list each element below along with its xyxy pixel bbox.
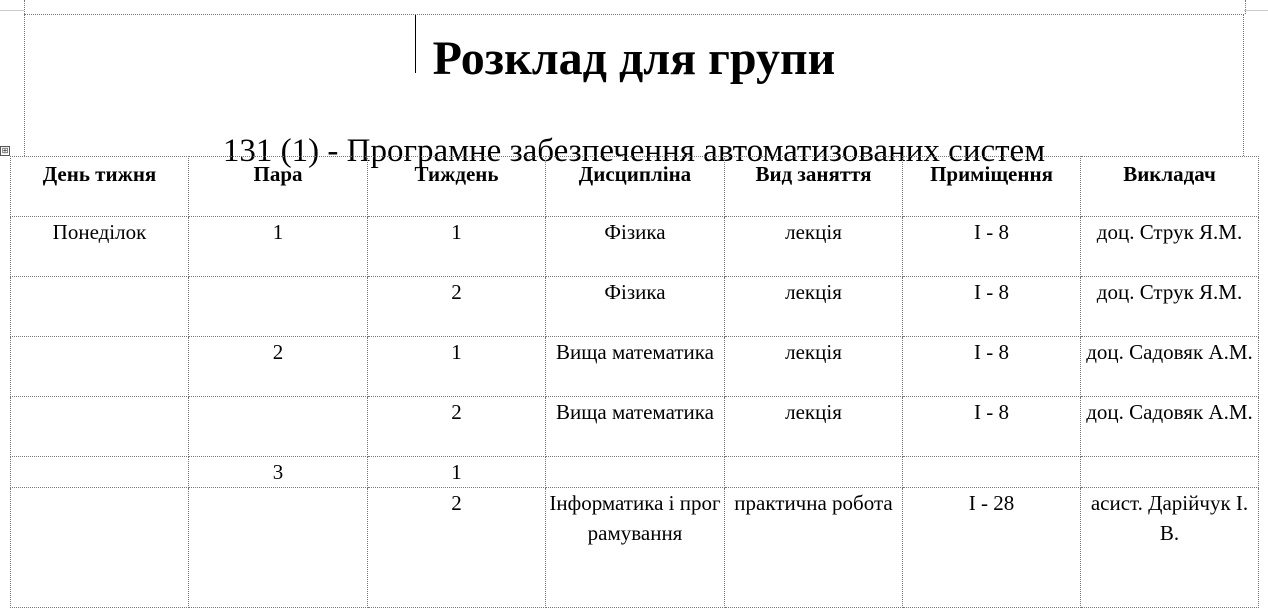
ruler-line-left [0,10,24,11]
table-move-handle-icon[interactable]: ⊞ [1,146,9,155]
cell-room[interactable]: I - 28 [903,488,1081,608]
cell-day[interactable] [11,277,189,337]
cell-teacher[interactable]: доц. Садовяк А.М. [1081,337,1259,397]
cell-week[interactable]: 2 [368,397,546,457]
table-header-row [11,157,1259,217]
table-row [11,217,1259,277]
cell-class-type[interactable]: лекція [725,337,903,397]
cell-room[interactable]: I - 8 [903,217,1081,277]
cell-teacher[interactable] [1081,457,1259,488]
cell-teacher[interactable]: асист. Дарійчук І.В. [1081,488,1259,608]
header-discipline[interactable]: Дисципліна [546,157,725,217]
title-cell [24,14,1244,169]
cell-class-type[interactable] [725,457,903,488]
cell-class-type[interactable]: лекція [725,217,903,277]
cell-class-type[interactable]: лекція [725,277,903,337]
table-row [11,457,1259,488]
cell-day[interactable] [11,397,189,457]
text-cursor [415,15,416,73]
table-row [11,488,1259,608]
cell-discipline[interactable]: Фізика [546,217,725,277]
table-row [11,337,1259,397]
cell-discipline[interactable]: Фізика [546,277,725,337]
cell-week[interactable]: 1 [368,217,546,277]
cell-teacher[interactable]: доц. Садовяк А.М. [1081,397,1259,457]
cell-room[interactable]: I - 8 [903,397,1081,457]
cell-teacher[interactable]: доц. Струк Я.М. [1081,217,1259,277]
page-title[interactable]: Розклад для групи [432,32,836,85]
cell-room[interactable] [903,457,1081,488]
cell-week[interactable]: 2 [368,277,546,337]
cell-week[interactable]: 1 [368,337,546,397]
cell-week[interactable]: 2 [368,488,546,608]
cell-pair[interactable] [189,397,368,457]
header-pair[interactable]: Пара [189,157,368,217]
cell-week[interactable]: 1 [368,457,546,488]
cell-discipline[interactable]: Вища математика [546,397,725,457]
cell-day[interactable] [11,457,189,488]
ruler-line-right [1244,10,1268,11]
header-class-type[interactable]: Вид заняття [725,157,903,217]
cell-discipline[interactable]: Вища математика [546,337,725,397]
cell-class-type[interactable]: лекція [725,397,903,457]
cell-class-type[interactable]: практична робота [725,488,903,608]
cell-pair[interactable]: 3 [189,457,368,488]
cell-pair[interactable] [189,277,368,337]
page-margin-guide [24,0,1246,14]
cell-room[interactable]: I - 8 [903,277,1081,337]
schedule-table [10,156,1259,608]
cell-pair[interactable]: 1 [189,217,368,277]
header-day[interactable]: День тижня [11,157,189,217]
cell-discipline[interactable] [546,457,725,488]
header-room[interactable]: Приміщення [903,157,1081,217]
cell-discipline[interactable]: Інформатика і програмування [546,488,725,608]
cell-day[interactable]: Понеділок [11,217,189,277]
cell-pair[interactable] [189,488,368,608]
table-row [11,277,1259,337]
header-week[interactable]: Тиждень [368,157,546,217]
group-subtitle[interactable]: 131 (1) - Програмне забезпечення автоматизованих систем [222,133,1046,169]
cell-day[interactable] [11,488,189,608]
header-teacher[interactable]: Викладач [1081,157,1259,217]
cell-room[interactable]: I - 8 [903,337,1081,397]
cell-day[interactable] [11,337,189,397]
cell-pair[interactable]: 2 [189,337,368,397]
cell-teacher[interactable]: доц. Струк Я.М. [1081,277,1259,337]
table-row [11,397,1259,457]
